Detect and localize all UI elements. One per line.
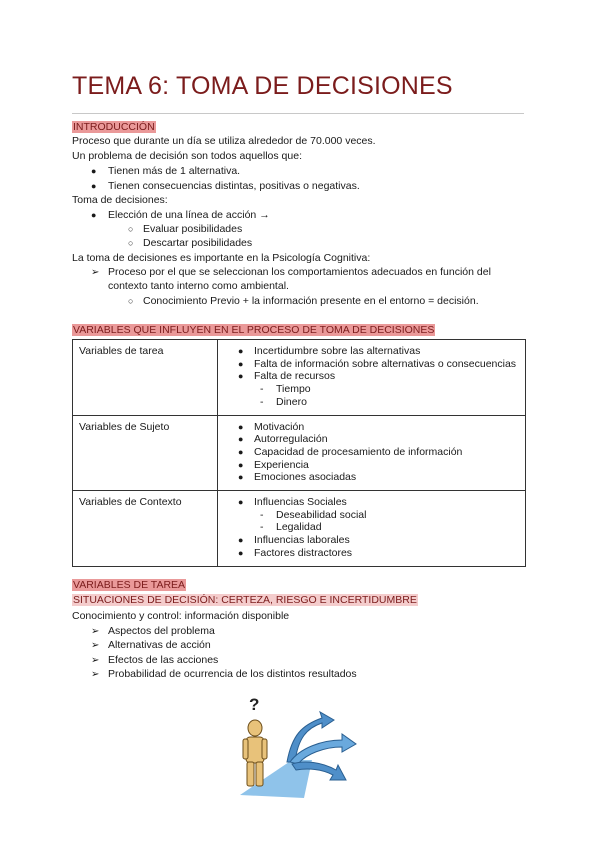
section-heading-variables: VARIABLES QUE INFLUYEN EN EL PROCESO DE TOMA DE DECISIONES [73, 324, 435, 336]
arrow-bullet-icon: ➢ [91, 640, 100, 651]
bullet-icon: ● [238, 497, 244, 508]
dash-bullet-icon: - [260, 508, 264, 521]
list-subitem: Dinero [276, 395, 307, 408]
table-row [73, 340, 526, 416]
list-subitem: Legalidad [276, 521, 322, 534]
table-cell-label: Variables de tarea [73, 340, 218, 416]
list-item: Falta de recursos [254, 370, 336, 383]
list-subitem: Conocimiento Previo + la información presente en el entorno = decisión. [143, 295, 479, 307]
arrow-item-line2: contexto tanto interno como ambiental. [108, 280, 289, 292]
page-title: TEMA 6: TOMA DE DECISIONES [72, 72, 453, 100]
list-subitem: Descartar posibilidades [143, 237, 253, 249]
list-item: Factores distractores [254, 546, 353, 559]
list-item: Falta de información sobre alternativas o consecuencias [254, 357, 517, 370]
list-item: Incertidumbre sobre las alternativas [254, 345, 421, 357]
list-subitem: Tiempo [276, 383, 311, 396]
dash-bullet-icon: - [260, 395, 264, 408]
list-item: Alternativas de acción [108, 639, 211, 651]
variables-table [72, 339, 526, 567]
circle-bullet-icon: ○ [128, 224, 134, 234]
list-item: Experiencia [254, 458, 309, 471]
list-item: Influencias Sociales [254, 496, 347, 509]
bullet-icon: ● [238, 358, 244, 369]
title-divider [72, 113, 524, 114]
circle-bullet-icon: ○ [128, 238, 134, 248]
person-body [246, 737, 264, 763]
bullet-icon: ● [238, 346, 244, 356]
bullet-icon: ● [238, 472, 244, 483]
table-cell-items [218, 415, 526, 491]
list-item: Autorregulación [254, 433, 328, 446]
arrow-bullet-icon: ➢ [91, 669, 100, 680]
arrow-bullet-icon: ➢ [91, 267, 100, 278]
intro-p3: Toma de decisiones: [72, 194, 168, 206]
list-item: Emociones asociadas [254, 471, 357, 484]
bullet-icon: ● [238, 421, 244, 432]
bullet-icon: ● [91, 181, 97, 191]
bullet-icon: ● [238, 371, 244, 382]
question-mark-icon: ? [249, 695, 260, 714]
bullet-icon: ● [91, 166, 97, 176]
person-head [248, 720, 262, 736]
table-row [73, 415, 526, 491]
table-cell-label: Variables de Sujeto [73, 415, 218, 491]
bullet-icon: ● [238, 446, 244, 457]
list-item: Tienen consecuencias distintas, positivas o negativas. [108, 180, 360, 192]
intro-p4: La toma de decisiones es importante en la Psicología Cognitiva: [72, 252, 371, 264]
arrow-bullet-icon: ➢ [91, 626, 100, 637]
dash-bullet-icon: - [260, 383, 264, 396]
circle-bullet-icon: ○ [128, 296, 134, 306]
arrow-item-line1: Proceso por el que se seleccionan los comportamientos adecuados en función del [108, 266, 491, 278]
bullet-icon: ● [238, 535, 244, 546]
list-item: Elección de una línea de acción → [108, 209, 270, 221]
section-heading-intro: INTRODUCCIÓN [73, 121, 155, 133]
list-subitem: Deseabilidad social [276, 508, 367, 521]
table-row [73, 491, 526, 567]
list-item: Tienen más de 1 alternativa. [108, 165, 241, 177]
decision-crossroads-illustration [232, 690, 372, 800]
arrow-bullet-icon: ➢ [91, 655, 100, 666]
bullet-icon: ● [91, 210, 97, 220]
section-heading-tarea: VARIABLES DE TAREA [73, 579, 186, 591]
table-cell-items [218, 491, 526, 567]
table-cell-label: Variables de Contexto [73, 491, 218, 567]
intro-p1: Proceso que durante un día se utiliza alrededor de 70.000 veces. [72, 135, 376, 147]
list-item: Probabilidad de ocurrencia de los distintos resultados [108, 668, 357, 680]
list-subitem: Evaluar posibilidades [143, 223, 243, 235]
list-item: Capacidad de procesamiento de información [254, 445, 463, 458]
dash-bullet-icon: - [260, 521, 264, 534]
table-cell-items [218, 340, 526, 416]
subheading-situaciones: SITUACIONES DE DECISIÓN: CERTEZA, RIESGO E INCERTIDUMBRE [73, 594, 417, 606]
bullet-icon: ● [238, 459, 244, 470]
tarea-p1: Conocimiento y control: información disponible [72, 610, 290, 622]
list-item: Efectos de las acciones [108, 654, 219, 666]
list-item: Motivación [254, 420, 305, 433]
bullet-icon: ● [238, 434, 244, 445]
intro-p2: Un problema de decisión son todos aquellos que: [72, 150, 302, 162]
list-item: Aspectos del problema [108, 625, 215, 637]
list-item: Influencias laborales [254, 534, 350, 547]
bullet-icon: ● [238, 547, 244, 558]
